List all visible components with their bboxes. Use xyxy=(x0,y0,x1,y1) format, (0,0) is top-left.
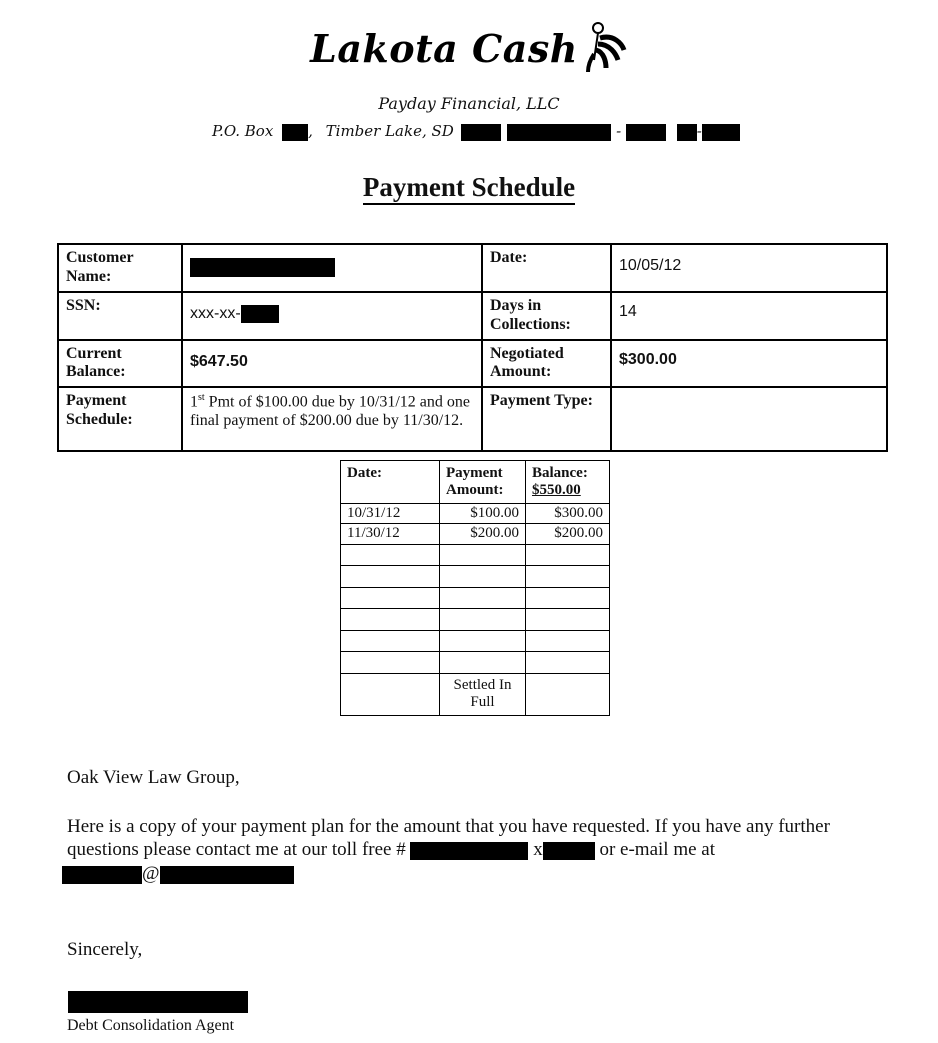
table-row xyxy=(341,587,610,609)
current-balance-value: $647.50 xyxy=(182,340,482,388)
table-row xyxy=(341,544,610,566)
row-amount: $200.00 xyxy=(440,524,526,544)
empty-cell xyxy=(440,587,526,609)
table-row xyxy=(341,630,610,652)
negotiated-amount-value: $300.00 xyxy=(611,340,887,388)
company-name: Payday Financial, LLC xyxy=(378,94,560,113)
payment-schedule-label: Payment Schedule: xyxy=(58,387,182,451)
empty-cell xyxy=(526,544,610,566)
letter-body: Here is a copy of your payment plan for the amount that you have requested. If you have any further questions please contact me at our toll free # x or e-mail me at xyxy=(67,816,830,861)
table-row xyxy=(341,673,610,715)
logo xyxy=(0,20,938,76)
payment-type-value xyxy=(611,387,887,451)
row-balance: $300.00 xyxy=(526,504,610,524)
current-balance-label: Current Balance: xyxy=(58,340,182,388)
days-in-collections-value: 14 xyxy=(611,292,887,340)
email-address: @ xyxy=(62,862,294,885)
payment-schedule-value: 1st Pmt of $100.00 due by 10/31/12 and one final payment of $200.00 due by 11/30/12. xyxy=(182,387,482,451)
row-balance: $200.00 xyxy=(526,524,610,544)
date-value: 10/05/12 xyxy=(611,244,887,292)
closing: Sincerely, xyxy=(67,939,143,960)
table-row xyxy=(341,652,610,674)
days-in-collections-label: Days in Collections: xyxy=(482,292,611,340)
schedule-header-balance: Balance: $550.00 xyxy=(526,461,610,504)
schedule-header-date: Date: xyxy=(341,461,440,504)
redaction-bar xyxy=(626,124,666,141)
city-state: Timber Lake, SD xyxy=(325,122,454,140)
empty-cell xyxy=(526,587,610,609)
page-title: Payment Schedule xyxy=(0,172,938,203)
empty-cell xyxy=(526,566,610,588)
row-date: 10/31/12 xyxy=(341,504,440,524)
negotiated-amount-label: Negotiated Amount: xyxy=(482,340,611,388)
customer-name-label: Customer Name: xyxy=(58,244,182,292)
empty-cell xyxy=(440,544,526,566)
redaction-bar xyxy=(68,991,248,1013)
redaction-bar xyxy=(461,124,501,141)
empty-cell xyxy=(341,673,440,715)
redaction-bar xyxy=(241,305,279,323)
redaction-bar xyxy=(410,842,528,860)
payment-type-label: Payment Type: xyxy=(482,387,611,451)
redaction-bar xyxy=(160,866,294,884)
empty-cell xyxy=(440,652,526,674)
salutation: Oak View Law Group, xyxy=(67,767,240,788)
table-row xyxy=(341,504,610,524)
ssn-value: xxx-xx- xyxy=(182,292,482,340)
redaction-bar xyxy=(282,124,308,141)
table-row xyxy=(341,524,610,544)
table-row xyxy=(341,609,610,631)
empty-cell xyxy=(526,630,610,652)
table-row xyxy=(341,566,610,588)
opening-balance: $550.00 xyxy=(532,482,581,499)
redaction-bar xyxy=(702,124,740,141)
settled-in-full: Settled In Full xyxy=(440,673,526,715)
row-amount: $100.00 xyxy=(440,504,526,524)
date-label: Date: xyxy=(482,244,611,292)
empty-cell xyxy=(341,544,440,566)
redaction-bar xyxy=(543,842,595,860)
empty-cell xyxy=(440,630,526,652)
empty-cell xyxy=(526,652,610,674)
redaction-bar xyxy=(62,866,142,884)
row-date: 11/30/12 xyxy=(341,524,440,544)
customer-info-table xyxy=(57,243,888,452)
empty-cell xyxy=(341,609,440,631)
empty-cell xyxy=(440,609,526,631)
empty-cell xyxy=(526,609,610,631)
empty-cell xyxy=(440,566,526,588)
empty-cell xyxy=(341,566,440,588)
logo-text: Lakota Cash xyxy=(310,25,578,71)
redaction-bar xyxy=(677,124,697,141)
empty-cell xyxy=(341,587,440,609)
customer-name-value xyxy=(182,244,482,292)
payment-schedule-table xyxy=(340,460,610,716)
po-box-label: P.O. Box xyxy=(212,122,274,140)
signature-title: Debt Consolidation Agent xyxy=(67,1017,235,1034)
company-address: P.O. Box , Timber Lake, SD - - xyxy=(212,122,740,141)
empty-cell xyxy=(341,630,440,652)
schedule-header-amount: Payment Amount: xyxy=(440,461,526,504)
redaction-bar xyxy=(190,258,335,277)
feather-icon xyxy=(584,20,628,76)
redaction-bar xyxy=(507,124,611,141)
ssn-label: SSN: xyxy=(58,292,182,340)
signature-name xyxy=(68,991,248,1013)
empty-cell xyxy=(526,673,610,715)
empty-cell xyxy=(341,652,440,674)
